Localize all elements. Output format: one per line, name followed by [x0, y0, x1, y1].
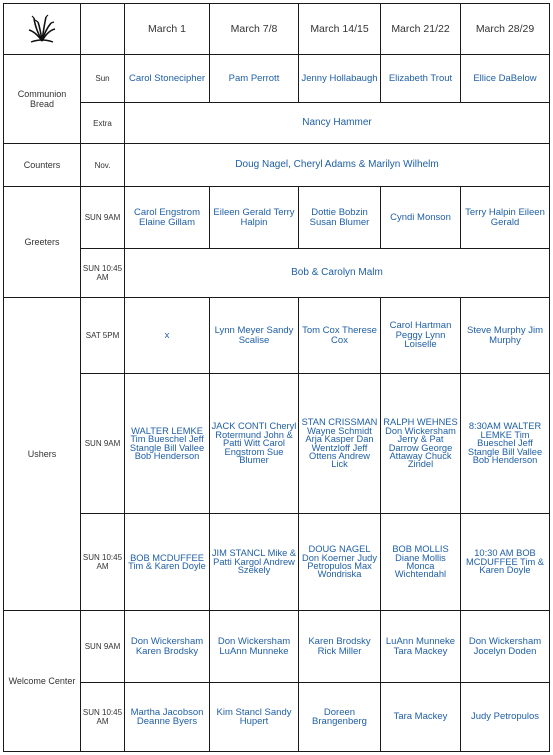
- assignment-cell: Kim Stancl Sandy Hupert: [210, 683, 299, 752]
- assignment-cell: Don Wickersham Karen Brodsky: [125, 611, 210, 683]
- assignment-cell: Don Wickersham Jocelyn Doden: [461, 611, 550, 683]
- ministry-schedule-table: [3, 3, 550, 752]
- assignment-cell: BOB MCDUFFEE Tim & Karen Doyle: [125, 514, 210, 611]
- assignment-cell: Judy Petropulos: [461, 683, 550, 752]
- assignment-cell: Karen Brodsky Rick Miller: [299, 611, 381, 683]
- assignment-cell: JACK CONTI Cheryl Rotermund John & Patti Witt Carol Engstrom Sue Blumer: [210, 374, 299, 514]
- assignment-cell: WALTER LEMKE Tim Bueschel Jeff Stangle Bill Vallee Bob Henderson: [125, 374, 210, 514]
- slot-label: Extra: [81, 103, 125, 144]
- assignment-cell: Carol Stonecipher: [125, 55, 210, 103]
- assignment-cell: Don Wickersham LuAnn Munneke: [210, 611, 299, 683]
- header-blank: [81, 4, 125, 55]
- slot-label: SAT 5PM: [81, 298, 125, 374]
- assignment-cell: STAN CRISSMAN Wayne Schmidt Arja Kasper Dan Wentzloff Jeff Ottens Andrew Lick: [299, 374, 381, 514]
- assignment-cell: Martha Jacobson Deanne Byers: [125, 683, 210, 752]
- counters-row: [4, 144, 550, 187]
- slot-label: SUN 10:45 AM: [81, 683, 125, 752]
- assignment-cell: Tara Mackey: [381, 683, 461, 752]
- assignment-cell: BOB MOLLIS Diane Mollis Monca Wichtendahl: [381, 514, 461, 611]
- ushers-sun9-row: [4, 374, 550, 514]
- slot-label: Nov.: [81, 144, 125, 187]
- assignment-cell: JIM STANCL Mike & Patti Kargol Andrew Szekely: [210, 514, 299, 611]
- slot-label: SUN 10:45 AM: [81, 249, 125, 298]
- category-counters: Counters: [4, 144, 81, 187]
- column-header: March 14/15: [299, 4, 381, 55]
- assignment-cell: Jenny Hollabaugh: [299, 55, 381, 103]
- assignment-cell: Doreen Brangenberg: [299, 683, 381, 752]
- assignment-cell: x: [125, 298, 210, 374]
- category-welcome-center: Welcome Center: [4, 611, 81, 752]
- ushers-sun1045-row: [4, 514, 550, 611]
- communion-sun-row: [4, 55, 550, 103]
- slot-label: SUN 9AM: [81, 374, 125, 514]
- assignment-cell: Bob & Carolyn Malm: [125, 249, 550, 298]
- assignment-cell: Eileen Gerald Terry Halpin: [210, 187, 299, 249]
- assignment-cell: Dottie Bobzin Susan Blumer: [299, 187, 381, 249]
- slot-label: SUN 9AM: [81, 187, 125, 249]
- category-communion-bread: Communion Bread: [4, 55, 81, 144]
- assignment-cell: Lynn Meyer Sandy Scalise: [210, 298, 299, 374]
- assignment-cell: Cyndi Monson: [381, 187, 461, 249]
- assignment-cell: Tom Cox Therese Cox: [299, 298, 381, 374]
- assignment-cell: Steve Murphy Jim Murphy: [461, 298, 550, 374]
- slot-label: SUN 9AM: [81, 611, 125, 683]
- category-ushers: Ushers: [4, 298, 81, 611]
- assignment-cell: Carol Engstrom Elaine Gillam: [125, 187, 210, 249]
- welcome-sun1045-row: [4, 683, 550, 752]
- communion-extra-row: [4, 103, 550, 144]
- column-header: March 21/22: [381, 4, 461, 55]
- assignment-cell: Ellice DaBelow: [461, 55, 550, 103]
- assignment-cell: Pam Perrott: [210, 55, 299, 103]
- assignment-cell: LuAnn Munneke Tara Mackey: [381, 611, 461, 683]
- assignment-cell: 10:30 AM BOB MCDUFFEE Tim & Karen Doyle: [461, 514, 550, 611]
- welcome-sun9-row: [4, 611, 550, 683]
- greeters-sun9-row: [4, 187, 550, 249]
- slot-label: SUN 10:45 AM: [81, 514, 125, 611]
- slot-label: Sun: [81, 55, 125, 103]
- column-header: March 1: [125, 4, 210, 55]
- assignment-cell: Doug Nagel, Cheryl Adams & Marilyn Wilhelm: [125, 144, 550, 187]
- assignment-cell: DOUG NAGEL Don Koerner Judy Petropulos Max Wondriska: [299, 514, 381, 611]
- header-row: [4, 4, 550, 55]
- column-header: March 7/8: [210, 4, 299, 55]
- palm-fronds-icon: [27, 14, 57, 44]
- assignment-cell: 8:30AM WALTER LEMKE Tim Bueschel Jeff Stangle Bill Vallee Bob Henderson: [461, 374, 550, 514]
- ushers-sat5-row: [4, 298, 550, 374]
- category-greeters: Greeters: [4, 187, 81, 298]
- greeters-sun1045-row: [4, 249, 550, 298]
- assignment-cell: Nancy Hammer: [125, 103, 550, 144]
- assignment-cell: Carol Hartman Peggy Lynn Loiselle: [381, 298, 461, 374]
- assignment-cell: Elizabeth Trout: [381, 55, 461, 103]
- column-header: March 28/29: [461, 4, 550, 55]
- assignment-cell: Terry Halpin Eileen Gerald: [461, 187, 550, 249]
- logo: [4, 4, 81, 55]
- assignment-cell: RALPH WEHNES Don Wickersham Jerry & Pat Darrow George Attaway Chuck Zindel: [381, 374, 461, 514]
